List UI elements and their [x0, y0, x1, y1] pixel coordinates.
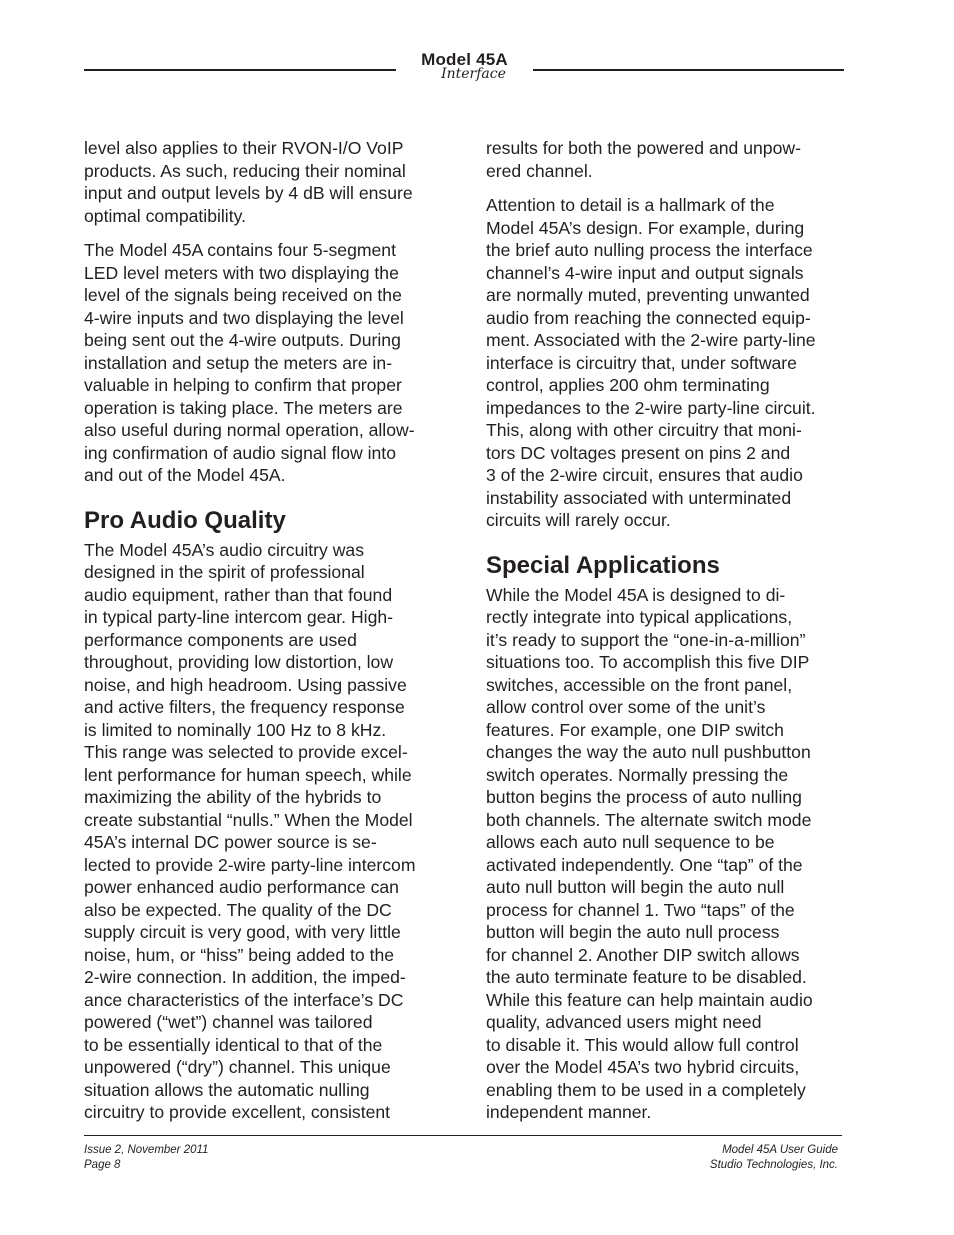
footer-left: [84, 1143, 208, 1173]
footer-rule: [84, 1135, 842, 1136]
left-paragraph-2: The Model 45A contains four 5-segment LED level meters with two displaying the level of the signals being received on the 4-wire inputs and two displaying the level being sent out the 4-wire outputs. During installation and setup the meters are in- valuable in helping to confirm that proper operation is taking place. The meters are also useful during normal operation, allow- ing confirmation of audio signal flow into and out of the Model 45A.: [84, 240, 415, 485]
footer-page-number: Page 8: [84, 1159, 121, 1171]
section-heading-pro-audio-quality: Pro Audio Quality: [84, 506, 286, 534]
footer-right: [710, 1143, 838, 1173]
right-paragraph-3: While the Model 45A is designed to di- rectly integrate into typical applications, it’s ready to support the “one-in-a-million” situations too. To accomplish this five DIP switches, accessible on the front panel, allow control over some of the unit’s features. For example, one DIP switch changes the way the auto null pushbutton switch operates. Normally pressing the button begins the process of auto nulling both channels. The alternate switch mode allows each auto null sequence to be activated independently. One “tap” of the auto null button will begin the auto null process for channel 1. Two “taps” of the button will begin the auto null process for channel 2. Another DIP switch allows the auto terminate feature to be disabled. While this feature can help maintain audio quality, advanced users might need to disable it. This would allow full control over the Model 45A’s two hybrid circuits, enabling them to be used in a completely independent manner.: [486, 584, 813, 1122]
right-paragraph-2: Attention to detail is a hallmark of the Model 45A’s design. For example, during the brief auto nulling process the interface channel’s 4-wire input and output signals are normally muted, preventing unwanted audio from reaching the connected equip- ment. Associated with the 2-wire party-line interface is circuitry that, under software control, applies 200 ohm terminating impedances to the 2-wire party-line circuit. This, along with other circuitry that moni- tors DC voltages present on pins 2 and 3 of the 2-wire circuit, ensures that audio instability associated with unterminated circuits will rarely occur.: [486, 195, 816, 530]
header-rule-right: [533, 69, 844, 71]
left-paragraph-3: The Model 45A’s audio circuitry was designed in the spirit of professional audio equipment, rather than that found in typical party-line intercom gear. High- performance components are used throughout, providing low distortion, low noise, and high headroom. Using passive and active filters, the frequency response is limited to nominally 100 Hz to 8 kHz. This range was selected to provide excel- lent performance for human speech, while maximizing the ability of the hybrids to create substantial “nulls.” When the Model 45A’s internal DC power source is se- lected to provide 2-wire party-line intercom power enhanced audio performance can also be expected. The quality of the DC supply circuit is very good, with very little noise, hum, or “hiss” being added to the 2-wire connection. In addition, the imped- ance characteristics of the interface’s DC powered (“wet”) channel was tailored to be essentially identical to that of the unpowered (“dry”) channel. This unique situation allows the automatic nulling circuitry to provide excellent, consistent: [84, 539, 416, 1122]
right-column: [486, 137, 846, 1124]
header-rule-left: [84, 69, 396, 71]
section-heading-special-applications: Special Applications: [486, 551, 720, 579]
footer-company: Studio Technologies, Inc.: [709, 1159, 838, 1171]
logo-subtitle: Interface: [441, 66, 506, 82]
header-logo: [396, 50, 533, 81]
footer-guide-title: Model 45A User Guide: [722, 1144, 838, 1156]
right-paragraph-1: results for both the powered and unpow- ered channel.: [486, 138, 801, 181]
logo-model-name: Model 45A: [421, 50, 508, 69]
footer-issue: Issue 2, November 2011: [84, 1144, 209, 1156]
left-paragraph-1: level also applies to their RVON-I/O VoIP products. As such, reducing their nominal input and output levels by 4 dB will ensure optimal compatibility.: [84, 138, 413, 226]
left-column: [84, 137, 446, 1124]
